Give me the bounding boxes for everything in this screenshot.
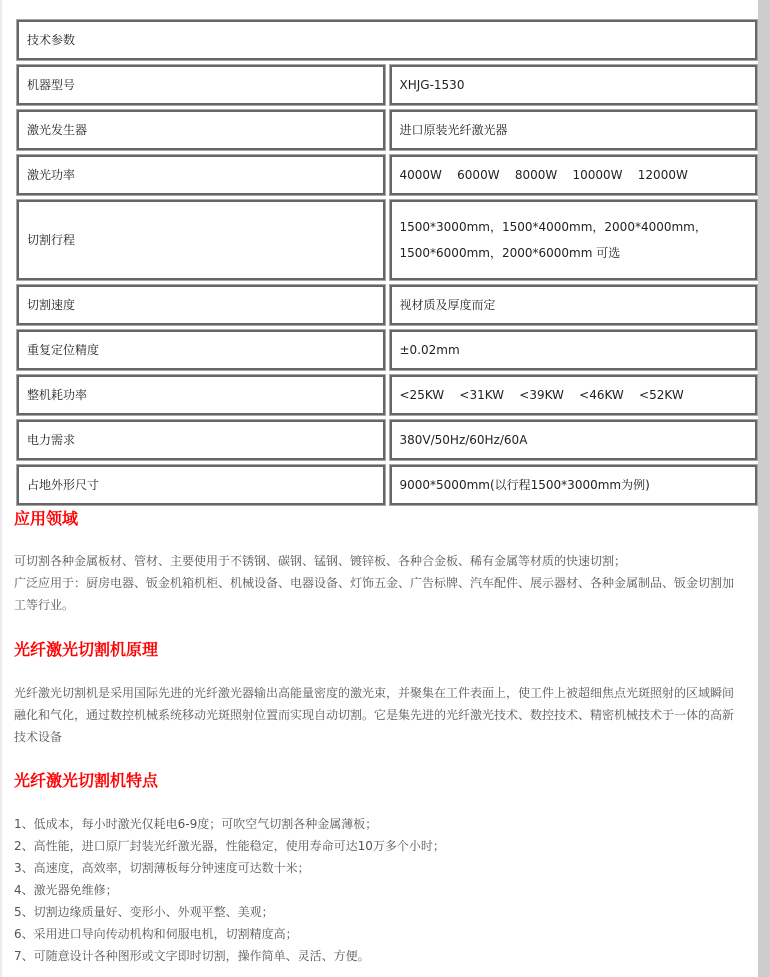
spec-key: 激光功率: [16, 154, 386, 196]
principle-paragraph: 光纤激光切割机是采用国际先进的光纤激光器输出高能量密度的激光束，并聚集在工件表面上，使工件上被超细焦点光斑照射的区域瞬间融化和气化，通过数控机械系统移动光斑照射位置而实现自动切割。它是集先进的光纤激光技术、数控技术、精密机械技术于一体的高新技术设备: [14, 686, 735, 744]
spec-value: 进口原装光纤激光器: [389, 109, 759, 151]
spec-key: 切割行程: [16, 199, 386, 281]
table-row: [16, 329, 758, 371]
feature-item: 3、高速度，高效率，切割薄板每分钟速度可达数十米；: [14, 861, 310, 875]
spec-value: 9000*5000mm(以行程1500*3000mm为例): [389, 464, 759, 506]
page-left-rule: [0, 0, 2, 977]
feature-item: 7、可随意设计各种图形或文字即时切割，操作简单、灵活、方便。: [14, 949, 370, 963]
application-heading: 应用领域: [14, 509, 79, 528]
spec-table-container: [16, 19, 764, 509]
spec-value: <25KW <31KW <39KW <46KW <52KW: [389, 374, 759, 416]
feature-item: 4、激光器免维修；: [14, 883, 118, 897]
principle-text: [14, 682, 744, 748]
feature-item: 6、采用进口导向传动机构和伺服电机，切割精度高；: [14, 927, 298, 941]
spec-table: [13, 16, 761, 509]
feature-item: 2、高性能，进口原厂封装光纤激光器，性能稳定，使用寿命可达10万多个小时；: [14, 839, 445, 853]
application-line: 广泛应用于：厨房电器、钣金机箱机柜、机械设备、电器设备、灯饰五金、广告标牌、汽车配件、展示器材、各种金属制品、钣金切割加工等行业。: [14, 576, 735, 612]
features-heading: 光纤激光切割机特点: [14, 771, 159, 790]
table-row: [16, 284, 758, 326]
principle-heading: 光纤激光切割机原理: [14, 640, 159, 659]
spec-key: 激光发生器: [16, 109, 386, 151]
table-row: [16, 374, 758, 416]
spec-value: 380V/50Hz/60Hz/60A: [389, 419, 759, 461]
table-row: [16, 154, 758, 196]
application-text: [14, 550, 744, 616]
spec-key: 重复定位精度: [16, 329, 386, 371]
table-row: [16, 464, 758, 506]
table-row: [16, 419, 758, 461]
spec-value: XHJG-1530: [389, 64, 759, 106]
spec-key: 电力需求: [16, 419, 386, 461]
spec-key: 占地外形尺寸: [16, 464, 386, 506]
features-list: [14, 813, 744, 967]
table-row: [16, 109, 758, 151]
spec-table-header-row: [16, 19, 758, 61]
table-row: [16, 64, 758, 106]
spec-table-title: 技术参数: [16, 19, 758, 61]
spec-key: 机器型号: [16, 64, 386, 106]
spec-value: 4000W 6000W 8000W 10000W 12000W: [389, 154, 759, 196]
spec-value: 1500*3000mm，1500*4000mm，2000*4000mm，1500*6000mm，2000*6000mm 可选: [389, 199, 759, 281]
spec-value: 视材质及厚度而定: [389, 284, 759, 326]
feature-item: 5、切割边缘质量好、变形小、外观平整、美观；: [14, 905, 274, 919]
table-row: [16, 199, 758, 281]
application-line: 可切割各种金属板材、管材、主要使用于不锈钢、碳钢、锰钢、镀锌板、各种合金板、稀有金属等材质的快速切割；: [14, 554, 627, 568]
spec-key: 切割速度: [16, 284, 386, 326]
spec-key: 整机耗功率: [16, 374, 386, 416]
feature-item: 1、低成本，每小时激光仅耗电6-9度；可吹空气切割各种金属薄板；: [14, 817, 378, 831]
spec-value: ±0.02mm: [389, 329, 759, 371]
